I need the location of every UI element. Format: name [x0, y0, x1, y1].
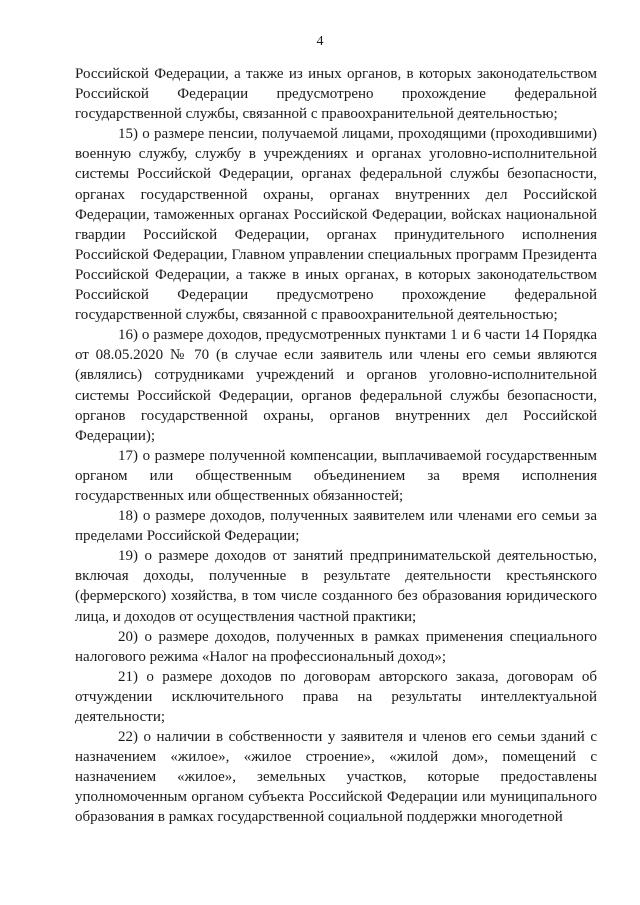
- paragraph-item-20: 20) о размере доходов, полученных в рамках применения специального налогового режима «Налог на профессиональный доход»;: [75, 628, 597, 665]
- paragraph-item-15: 15) о размере пенсии, получаемой лицами, проходящими (проходившими) военную службу, службу в учреждениях и органах уголовно-исполнительной системы Российской Федерации, органах федеральной службы безопасности, органах государственной охраны, органах внутренних дел Российской Федерации, таможенных органах Российской Федерации, войсках национальной гвардии Российской Федерации, органах принудительного исполнения Российской Федерации, Главном управлении специальных программ Президента Российской Федерации, а также в иных органах, в которых законодательством Российской Федерации предусмотрено прохождение федеральной государственной службы, связанной с правоохранительной деятельностью;: [75, 126, 597, 324]
- document-body: [75, 64, 597, 828]
- paragraph-item-22: 22) о наличии в собственности у заявителя и членов его семьи зданий с назначением «жилое», «жилое строение», «жилой дом», помещений с назначением «жилое», земельных участков, которые предоставлены уполномоченным органом субъекта Российской Федерации или муниципального образования в рамках государственной социальной поддержки многодетной: [75, 729, 597, 826]
- paragraph-item-21: 21) о размере доходов по договорам авторского заказа, договорам об отчуждении исключительного права на результаты интеллектуальной деятельности;: [75, 668, 597, 725]
- paragraph-item-18: 18) о размере доходов, полученных заявителем или членами его семьи за пределами Российской Федерации;: [75, 508, 597, 545]
- page-number: 4: [316, 34, 324, 49]
- paragraph-item-16: 16) о размере доходов, предусмотренных пунктами 1 и 6 части 14 Порядка от 08.05.2020 № 70 (в случае если заявитель или члены его семьи являются (являлись) сотрудниками учреждений и органов уголовно-исполнительной системы Российской Федерации, органов федеральной службы безопасности, органов государственной охраны, органов внутренних дел Российской Федерации);: [75, 327, 597, 444]
- paragraph-item-19: 19) о размере доходов от занятий предпринимательской деятельностью, включая доходы, полученные в результате деятельности крестьянского (фермерского) хозяйства, в том числе созданного без образования юридического лица, и доходов от осуществления частной практики;: [75, 548, 597, 625]
- paragraph-item-17: 17) о размере полученной компенсации, выплачиваемой государственным органом или общественным объединением за время исполнения государственных или общественных обязанностей;: [75, 447, 597, 504]
- paragraph-continuation: Российской Федерации, а также из иных органов, в которых законодательством Российской Федерации предусмотрено прохождение федеральной государственной службы, связанной с правоохранительной деятельностью;: [75, 66, 597, 123]
